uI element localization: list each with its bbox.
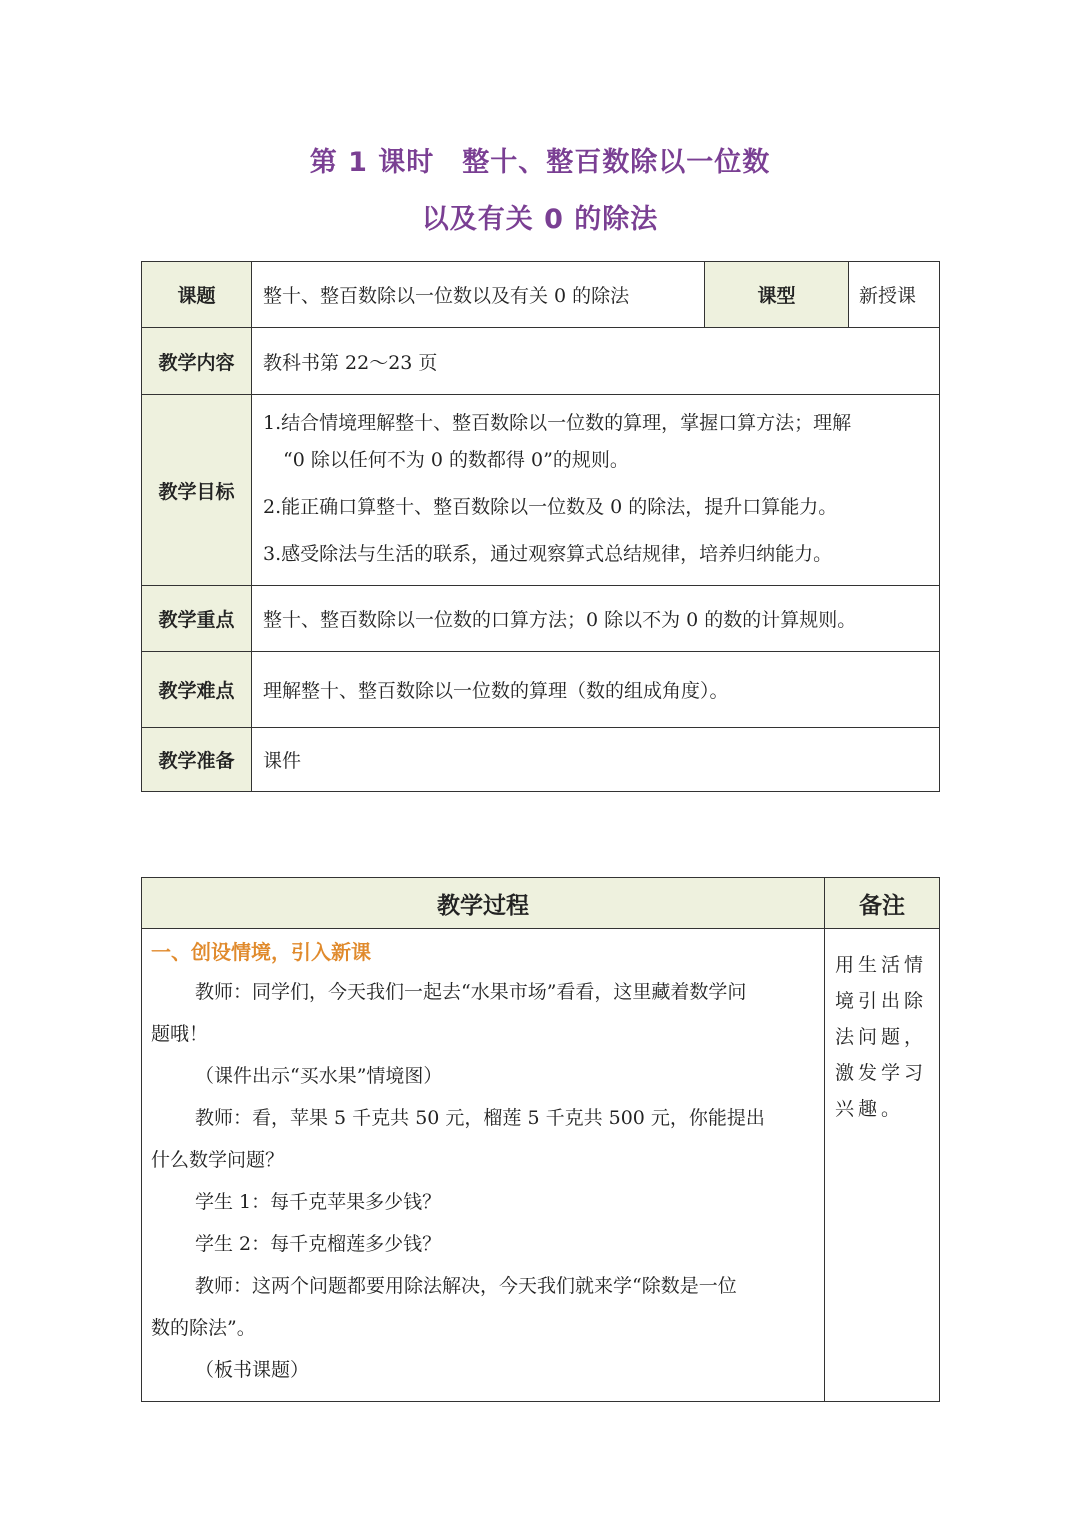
paragraph: 什么数学问题？ xyxy=(151,1149,285,1171)
paragraph: 教师：这两个问题都要用除法解决，今天我们就来学“除数是一位 xyxy=(195,1275,737,1297)
difficulty-label: 教学难点 xyxy=(142,652,252,728)
paragraph: 学生 2：每千克榴莲多少钱？ xyxy=(195,1233,442,1255)
paragraph: 学生 1：每千克苹果多少钱？ xyxy=(195,1191,442,1213)
goals-label: 教学目标 xyxy=(142,395,252,586)
difficulty-value: 理解整十、整百数除以一位数的算理（数的组成角度）。 xyxy=(252,652,940,728)
key-points-value: 整十、整百数除以一位数的口算方法；0 除以不为 0 的数的计算规则。 xyxy=(252,586,940,652)
goals-value xyxy=(252,395,940,586)
paragraph: 数的除法”。 xyxy=(151,1317,256,1339)
process-content xyxy=(142,929,825,1402)
lesson-title-line2: 以及有关 0 的除法 xyxy=(421,204,659,235)
goal-1: 1.结合情境理解整十、整百数除以一位数的算理，掌握口算方法；理解 xyxy=(263,412,852,434)
goal-3: 3.感受除法与生活的联系，通过观察算式总结规律，培养归纳能力。 xyxy=(263,543,833,565)
paragraph: （课件出示“买水果”情境图） xyxy=(195,1065,443,1087)
paragraph: （板书课题） xyxy=(195,1359,310,1381)
paragraph: 题哦！ xyxy=(151,1023,209,1045)
notes-header: 备注 xyxy=(825,878,940,929)
preparation-label: 教学准备 xyxy=(142,728,252,792)
paragraph: 教师：同学们，今天我们一起去“水果市场”看看，这里藏着数学问 xyxy=(195,981,747,1003)
lesson-title-line1: 第 1 课时 整十、整百数除以一位数 xyxy=(309,147,771,178)
topic-label: 课题 xyxy=(142,262,252,328)
goal-2: 2.能正确口算整十、整百数除以一位数及 0 的除法，提升口算能力。 xyxy=(263,496,838,518)
key-points-label: 教学重点 xyxy=(142,586,252,652)
teaching-process-table xyxy=(141,877,940,1402)
teaching-note: 用生活情境引出除法问题，激发学习兴趣。 xyxy=(825,929,940,1402)
type-label: 课型 xyxy=(705,262,849,328)
lesson-info-table xyxy=(141,261,940,792)
preparation-value: 课件 xyxy=(252,728,940,792)
content-value: 教科书第 22～23 页 xyxy=(252,328,940,395)
paragraph: 教师：看，苹果 5 千克共 50 元，榴莲 5 千克共 500 元，你能提出 xyxy=(195,1107,765,1129)
type-value: 新授课 xyxy=(849,262,940,328)
content-label: 教学内容 xyxy=(142,328,252,395)
topic-value: 整十、整百数除以一位数以及有关 0 的除法 xyxy=(252,262,705,328)
section-title: 一、创设情境，引入新课 xyxy=(151,940,371,964)
goal-1-cont: “0 除以任何不为 0 的数都得 0”的规则。 xyxy=(283,449,629,471)
process-header: 教学过程 xyxy=(142,878,825,929)
